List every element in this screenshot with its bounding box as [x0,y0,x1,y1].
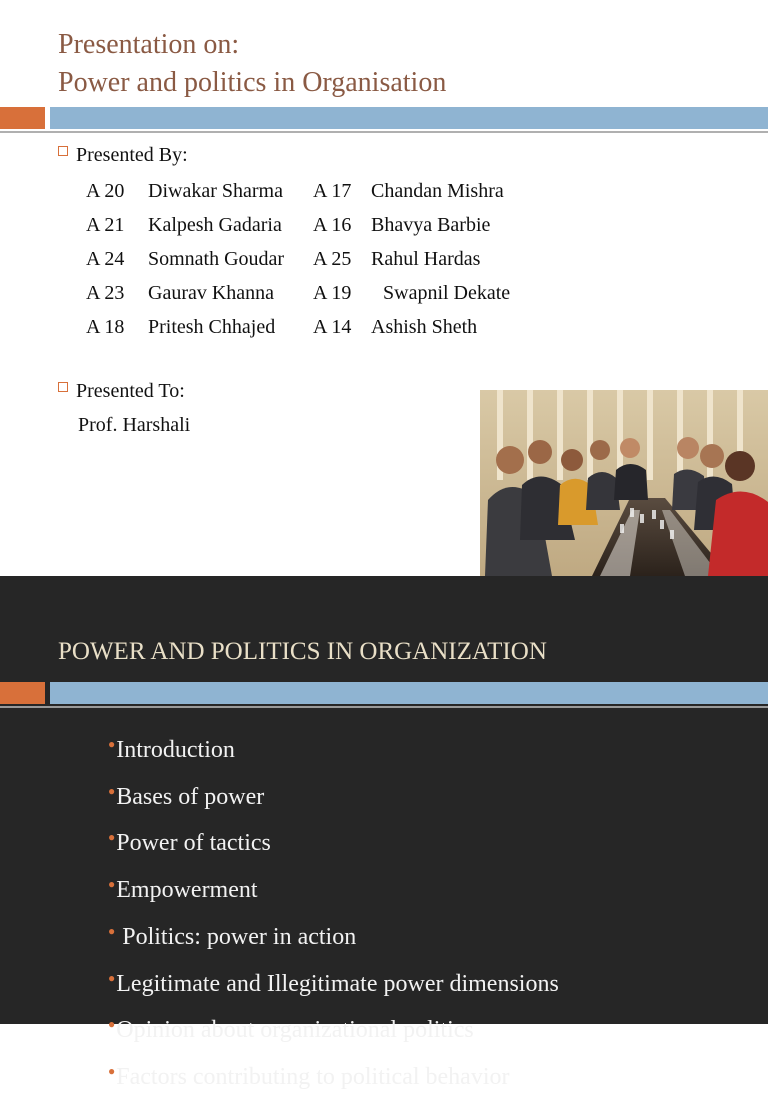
bullet-dot-icon: ● [108,877,116,892]
list-item: ●Legitimate and Illegitimate power dimensions [108,970,559,997]
bullet-dot-icon: ● [108,1063,116,1078]
presenter-name: Bhavya Barbie [371,214,491,236]
roll-number: A 24 [86,248,125,270]
bullet-dot-icon: ● [108,923,116,938]
presenter-name: Diwakar Sharma [148,180,283,202]
square-bullet-icon [58,146,68,156]
list-item: ●Bases of power [108,783,265,810]
presenter-name: Pritesh Chhajed [148,316,276,338]
title-line-1: Presentation on: [58,29,240,60]
presented-to-label: Presented To: [76,380,185,402]
presenter-roster [86,174,510,344]
roll-number: A 23 [86,282,125,304]
roster-row [86,208,510,242]
divider-blue-block [50,682,768,704]
title-line-2: Power and politics in Organisation [58,67,447,98]
bullet-dot-icon: ● [108,1017,116,1032]
presenter-name: Ashish Sheth [371,316,478,338]
presenter-name: Somnath Goudar [148,248,285,270]
roll-number: A 16 [313,214,352,236]
roster-row [86,174,510,208]
presenter-name: Chandan Mishra [371,180,504,202]
roster-row [86,242,510,276]
square-bullet-icon [58,382,68,392]
roll-number: A 20 [86,180,125,202]
presented-by-label: Presented By: [76,144,188,166]
title-divider-bar [0,107,768,133]
presented-to-name: Prof. Harshali [78,414,191,436]
bullet-dot-icon: ● [108,830,116,845]
roll-number: A 14 [313,316,352,338]
outline-title: POWER AND POLITICS IN ORGANIZATION [58,638,547,665]
bullet-dot-icon: ● [108,970,116,985]
roll-number: A 25 [313,248,352,270]
divider-orange-block [0,107,45,129]
divider-rule [0,706,768,708]
list-item: ●Factors contributing to political behavior [108,1063,510,1090]
divider-blue-block [50,107,768,129]
list-item: ●Power of tactics [108,830,271,857]
presenter-name: Kalpesh Gadaria [148,214,282,236]
outline-list [108,724,559,1098]
outline-divider-bar [0,682,768,708]
presented-by-bullet [58,142,188,168]
roll-number: A 19 [313,282,352,304]
roll-number: A 21 [86,214,125,236]
presenter-name: Swapnil Dekate [383,282,511,304]
bullet-dot-icon: ● [108,783,116,798]
roll-number: A 17 [313,180,352,202]
divider-rule [0,131,768,133]
presented-to-bullet [58,378,185,404]
slide-title [58,26,446,102]
business-meeting-photo [480,390,768,576]
roll-number: A 18 [86,316,125,338]
roster-row [86,276,510,310]
divider-orange-block [0,682,45,704]
outline-slide [0,576,768,1090]
list-item: ●Opinion about organizational politics [108,1017,474,1044]
roster-row [86,310,510,344]
list-item: ●Empowerment [108,877,258,904]
bullet-dot-icon: ● [108,737,116,751]
presenter-name: Gaurav Khanna [148,282,275,304]
list-item: ●Introduction [108,737,235,763]
list-item: ● Politics: power in action [108,923,357,950]
presenter-name: Rahul Hardas [371,248,481,270]
